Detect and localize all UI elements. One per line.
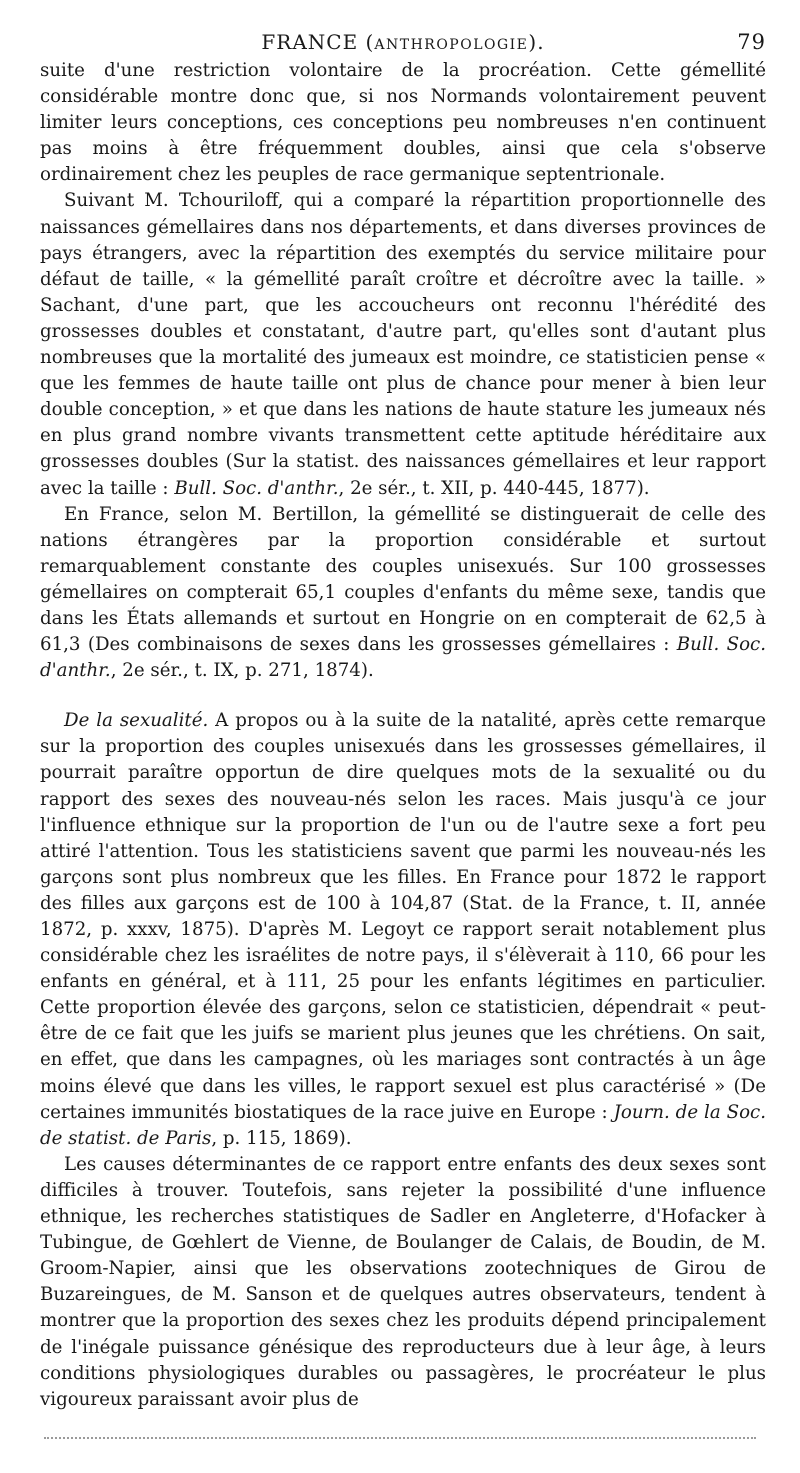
header-title xyxy=(40,30,766,54)
paragraph-text: , 2e sér., t. XII, p. 440-445, 1877). xyxy=(338,477,650,499)
paragraph-text: Suivant M. Tchouriloff, qui a comparé la répartition proportionnelle des naissances gémellaires dans nos départements, et dans diverses provinces de pays étrangers, avec la répartition des exemptés du service militaire pour défaut de taille, « la gémellité paraît croître et décroître avec la taille. » Sachant, d'une part, que les accoucheurs ont reconnu l'hérédité des grossesses doubles et constatant, d'autre part, qu'elles sont d'autant plus nombreuses que la mortalité des jumeaux est moindre, ce statisticien pense « que les femmes de haute taille ont plus de chance pour mener à bien leur double conception, » et que dans les nations de haute stature les jumeaux nés en plus grand nombre vivants transmettent cette aptitude héréditaire aux grossesses doubles (Sur la statist. des naissances gémellaires et leur rapport avec la taille : xyxy=(40,190,766,499)
page-number: 79 xyxy=(737,30,766,54)
paragraph-text: En France, selon M. Bertillon, la gémellité se distinguerait de celle des nations étrangères par la proportion considérable et surtout remarquablement constante des couples unisexués. Sur 100 grossesses gémellaires on compterait 65,1 couples d'enfants du même sexe, tandis que dans les États allemands et surtout en Hongrie on en compterait de 62,5 à 61,3 (Des combinaisons de sexes dans les grossesses gémellaires : xyxy=(40,503,766,656)
paragraph-text: , p. 115, 1869). xyxy=(211,1127,352,1149)
header-title-main: FRANCE ( xyxy=(261,30,375,54)
citation-title: Bull. Soc. d'anthr. xyxy=(40,634,766,682)
body-text xyxy=(40,58,766,1413)
paragraph-bertillon xyxy=(40,502,766,685)
header-title-end: ). xyxy=(528,30,545,54)
paragraph-tchouriloff xyxy=(40,188,766,501)
running-header xyxy=(40,26,766,58)
section-heading: De la sexualité. xyxy=(64,710,209,732)
section-gap xyxy=(40,684,766,708)
paragraph-sexualite xyxy=(40,708,766,1152)
bottom-dotted-rule xyxy=(44,1437,756,1439)
citation-title: Journ. de la Soc. de statist. de Paris xyxy=(40,1101,766,1149)
page xyxy=(40,26,766,1413)
paragraph-text: A propos ou à la suite de la natalité, après cette remarque sur la proportion des couples unisexués dans les grossesses gémellaires, il pourrait paraître opportun de dire quelques mots de la sexualité ou du rapport des sexes des nouveau-nés selon les races. Mais jusqu'à ce jour l'influence ethnique sur la proportion de l'un ou de l'autre sexe a fort peu attiré l'attention. Tous les statisticiens savent que parmi les nouveau-nés les garçons sont plus nombreux que les filles. En France pour 1872 le rapport des filles aux garçons est de 100 à 104,87 (Stat. de la France, t. II, année 1872, p. xxxv, 1875). D'après M. Legoyt ce rapport serait notablement plus considérable chez les israélites de notre pays, il s'élèverait à 110, 66 pour les enfants en général, et à 111, 25 pour les enfants légitimes en particulier. Cette proportion élevée des garçons, selon ce statisticien, dépendrait « peut-être de ce fait que les juifs se marient plus jeunes que les chrétiens. On sait, en effet, que dans les campagnes, où les mariages sont contractés à un âge moins élevé que dans les villes, le rapport sexuel est plus caractérisé » (De certaines immunités biostatiques de la race juive en Europe : xyxy=(40,710,766,1123)
citation-title: Bull. Soc. d'anthr. xyxy=(174,477,339,499)
paragraph-causes: Les causes déterminantes de ce rapport entre enfants des deux sexes sont difficiles à trouver. Toutefois, sans rejeter la possibilité d'une influence ethnique, les recherches statistiques de Sadler en Angleterre, d'Hofacker à Tubingue, de Gœhlert de Vienne, de Boulanger de Calais, de Boudin, de M. Groom-Napier, ainsi que les observations zootechniques de Girou de Buzareingues, de M. Sanson et de quelques autres observateurs, tendent à montrer que la proportion des sexes chez les produits dépend principalement de l'inégale puissance génésique des reproducteurs due à leur âge, à leurs conditions physiologiques durables ou passagères, le procréateur le plus vigoureux paraissant avoir plus de xyxy=(40,1153,766,1410)
paragraph-restriction: suite d'une restriction volontaire de la procréation. Cette gémellité considérable montre donc que, si nos Normands volontairement peuvent limiter leurs conceptions, ces conceptions peu nombreuses n'en continuent pas moins à être fréquemment doubles, ainsi que cela s'observe ordinairement chez les peuples de race germanique septentrionale. xyxy=(40,60,766,186)
paragraph-text: , 2e sér., t. IX, p. 271, 1874). xyxy=(110,660,374,682)
header-title-smallcaps: ANTHROPOLOGIE xyxy=(374,37,529,53)
